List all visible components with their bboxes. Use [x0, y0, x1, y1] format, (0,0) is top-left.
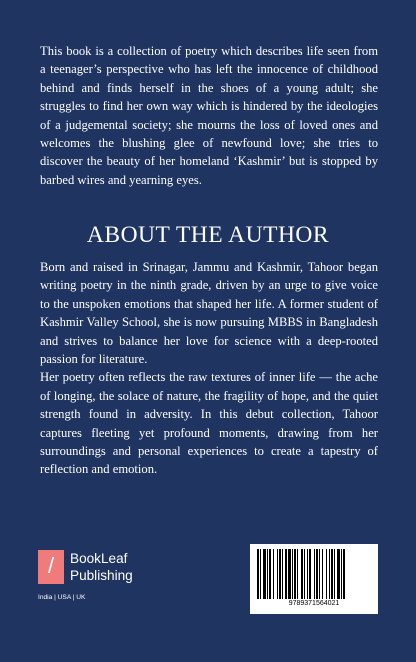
barcode-bar	[277, 549, 278, 599]
barcode-bar	[307, 549, 308, 599]
isbn-barcode	[250, 544, 378, 614]
barcode-bar	[337, 549, 340, 599]
author-bio	[40, 258, 378, 479]
barcode-bar	[316, 549, 318, 599]
barcode-bar	[314, 549, 315, 599]
barcode-bars	[255, 549, 373, 599]
barcode-bar	[334, 549, 335, 599]
barcode-bar	[326, 549, 327, 599]
barcode-bar	[343, 549, 345, 599]
barcode-bar	[341, 549, 342, 599]
barcode-bar	[273, 549, 274, 599]
publisher-locations: India | USA | UK	[38, 594, 86, 601]
author-bio-paragraph: Her poetry often reflects the raw textures of inner life — the ache of longing, the solace of nature, the fragility of hope, and the quiet strength found in adversity. In this debut collection, Tahoor captures fleeting yet profound moments, drawing from her surroundings and personal experiences to create a tapestry of reflection and emotion.	[40, 370, 378, 477]
logo-slash: /	[47, 553, 55, 578]
barcode-bar	[285, 549, 287, 599]
book-blurb: This book is a collection of poetry which describes life seen from a teenager’s perspective who has left the innocence of childhood behind and finds herself in the shoes of a young adult; she struggles to find her own way which is hindered by the ideologies of a judgemental society; she mourns the loss of loved ones and welcomes the blushing glee of newfound love; she tries to discover the beauty of her homeland ‘Kashmir’ but is stopped by barbed wires and yearning eyes.	[40, 44, 378, 187]
barcode-bar	[288, 549, 291, 599]
barcode-bar	[322, 549, 323, 599]
barcode-bar	[297, 549, 298, 599]
barcode-bar	[309, 549, 311, 599]
author-bio-paragraph: Born and raised in Srinagar, Jammu and Kashmir, Tahoor began writing poetry in the ninth grade, driven by an urge to give voice to the unspoken emotions that shaped her life. A former student of Kashmir Valley School, she is now pursuing MBBS in Bangladesh and strives to balance her love for science with a deep-rooted passion for literature.	[40, 260, 378, 367]
barcode-bar	[263, 549, 266, 599]
barcode-bar	[301, 549, 303, 599]
barcode-bar	[292, 549, 293, 599]
bookleaf-logo-icon	[38, 550, 64, 584]
barcode-bar	[260, 549, 261, 599]
barcode-bar	[279, 549, 281, 599]
barcode-bar	[304, 549, 305, 599]
about-author-heading: ABOUT THE AUTHOR	[86, 222, 330, 248]
publisher-name	[70, 550, 133, 584]
isbn-number: 9789371564021	[288, 600, 340, 607]
publisher-logo	[38, 550, 168, 610]
barcode-bar	[282, 549, 283, 599]
barcode-bar	[319, 549, 320, 599]
barcode-bar	[267, 549, 268, 599]
barcode-bar	[294, 549, 296, 599]
barcode-bar	[269, 549, 271, 599]
barcode-bar	[329, 549, 330, 599]
publisher-name-line1: BookLeaf	[70, 551, 128, 566]
barcode-bar	[331, 549, 333, 599]
barcode-bar	[257, 549, 259, 599]
publisher-name-line2: Publishing	[70, 568, 133, 583]
